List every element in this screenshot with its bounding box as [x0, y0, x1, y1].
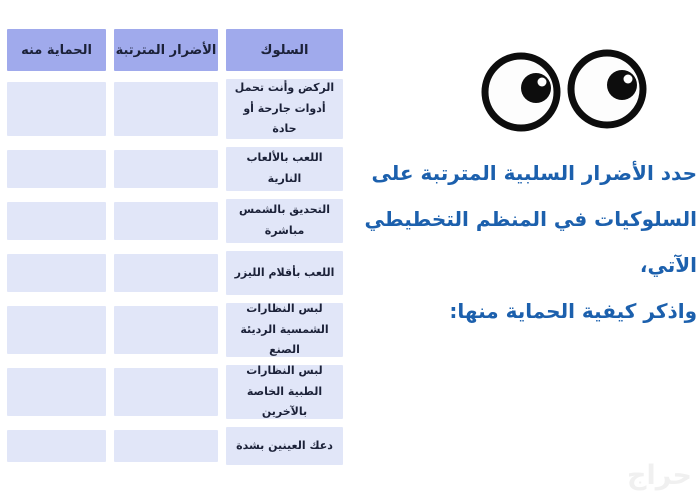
instruction-line-3: واذكر كيفية الحماية منها:	[449, 299, 697, 323]
protection-answer-cell[interactable]	[7, 306, 106, 354]
protection-answer-cell[interactable]	[7, 82, 106, 136]
behavior-cell: التحديق بالشمس مباشرة	[226, 199, 343, 243]
protection-answer-cell[interactable]	[7, 254, 106, 292]
damages-answer-cell[interactable]	[114, 368, 218, 416]
damages-answer-cell[interactable]	[114, 430, 218, 462]
instruction-line-1: حدد الأضرار السلبية المترتبة على	[371, 161, 697, 185]
damages-answer-cell[interactable]	[114, 306, 218, 354]
watermark-haraj: حراج	[627, 460, 692, 491]
col-header-protection: الحماية منه	[7, 29, 106, 71]
damages-answer-cell[interactable]	[114, 150, 218, 188]
behavior-cell: لبس النظارات الشمسية الرديئة الصنع	[226, 303, 343, 357]
instruction-text	[349, 150, 697, 334]
instruction-line-2: السلوكيات في المنظم التخطيطي الآتي،	[364, 207, 697, 277]
behavior-cell: دعك العينين بشدة	[226, 427, 343, 465]
damages-answer-cell[interactable]	[114, 202, 218, 240]
behavior-cell: الركض وأنت تحمل أدوات جارحة أو حادة	[226, 79, 343, 139]
damages-answer-cell[interactable]	[114, 254, 218, 292]
protection-answer-cell[interactable]	[7, 202, 106, 240]
damages-answer-cell[interactable]	[114, 82, 218, 136]
behavior-cell: اللعب بأقلام الليزر	[226, 251, 343, 295]
behavior-cell: اللعب بالألعاب النارية	[226, 147, 343, 191]
behavior-cell: لبس النظارات الطبية الخاصة بالآخرين	[226, 365, 343, 419]
col-header-behavior: السلوك	[226, 29, 343, 71]
behavior-table	[7, 29, 343, 465]
col-header-damages: الأضرار المترتبة	[114, 29, 218, 71]
protection-answer-cell[interactable]	[7, 150, 106, 188]
protection-answer-cell[interactable]	[7, 430, 106, 462]
protection-answer-cell[interactable]	[7, 368, 106, 416]
googly-eyes-icon	[480, 45, 650, 135]
